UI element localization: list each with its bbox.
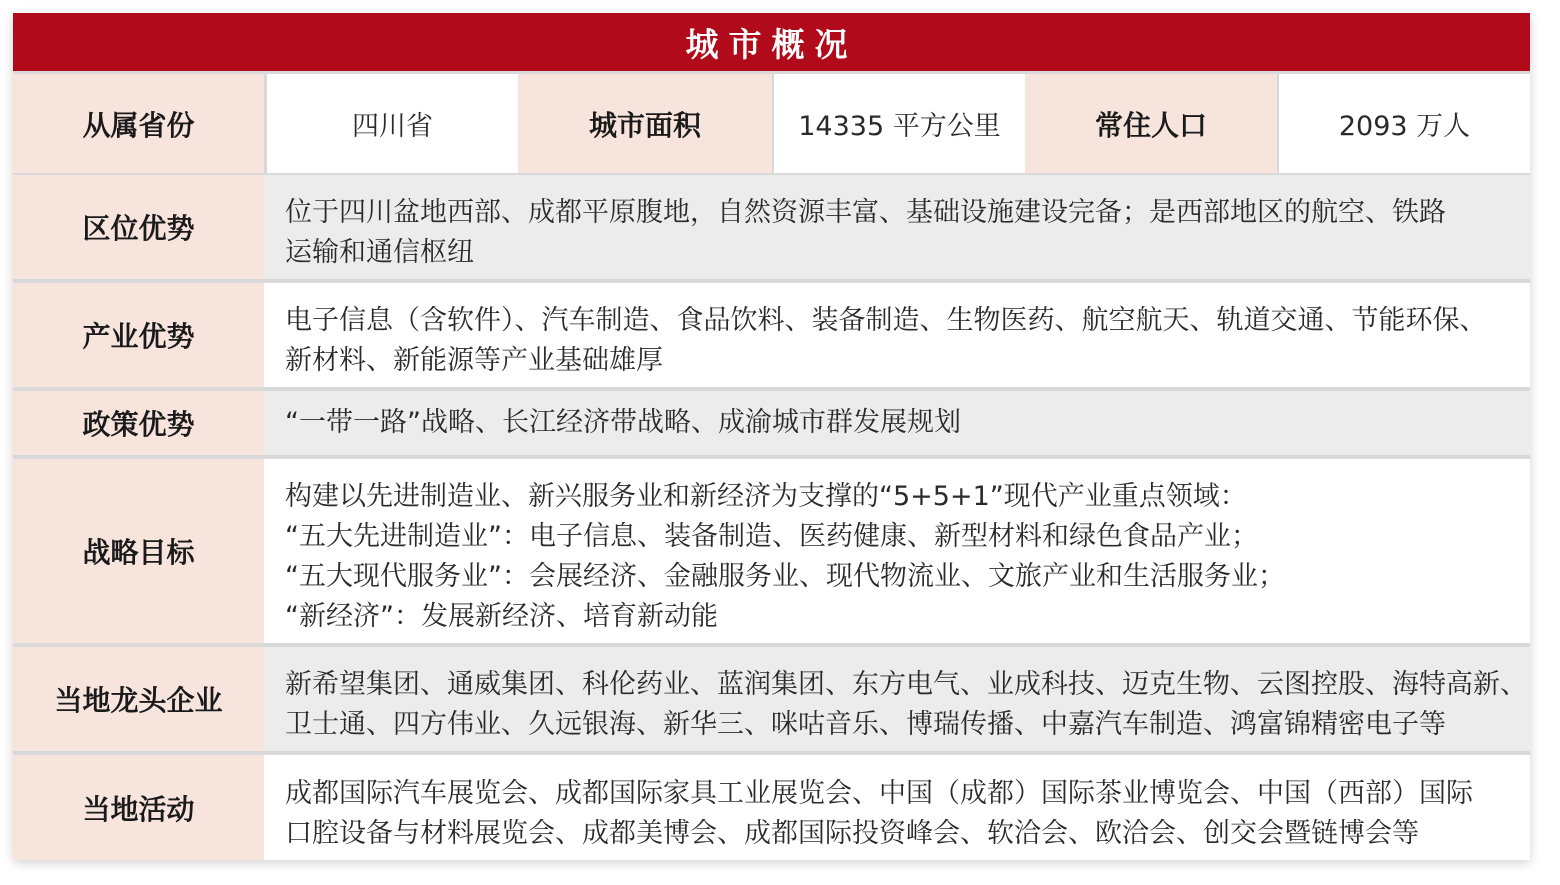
table-row-industry xyxy=(13,283,1530,387)
content-line: 构建以先进制造业、新兴服务业和新经济为支撑的“5+5+1”现代产业重点领域： xyxy=(285,481,1247,512)
row-label: 战略目标 xyxy=(13,459,264,643)
table-row-location xyxy=(13,175,1530,279)
content-line: “五大先进制造业”：电子信息、装备制造、医药健康、新型材料和绿色食品产业； xyxy=(285,521,1258,552)
population-label: 常住人口 xyxy=(1025,74,1277,173)
content-line: 电子信息（含软件）、汽车制造、食品饮料、装备制造、生物医药、航空航天、轨道交通、节能环保、 xyxy=(285,305,1487,336)
content-line: 成都国际汽车展览会、成都国际家具工业展览会、中国（成都）国际茶业博览会、中国（西部）国际 xyxy=(285,777,1473,809)
table-row-enterprises xyxy=(13,647,1530,751)
province-value: 四川省 xyxy=(267,74,518,173)
area-label: 城市面积 xyxy=(518,74,772,173)
content-line: 卫士通、四方伟业、久远银海、新华三、咪咕音乐、博瑞传播、中嘉汽车制造、鸿富锦精密电子等 xyxy=(285,709,1446,740)
overview-row xyxy=(13,74,1530,173)
content-line: “一带一路”战略、长江经济带战略、成渝城市群发展规划 xyxy=(285,407,961,438)
table-row-events xyxy=(13,755,1530,860)
row-label: 区位优势 xyxy=(13,175,264,279)
province-label: 从属省份 xyxy=(13,74,264,173)
content-line: 运输和通信枢纽 xyxy=(285,237,474,268)
row-label: 政策优势 xyxy=(13,391,264,455)
table-row-policy xyxy=(13,391,1530,455)
content-line: “五大现代服务业”：会展经济、金融服务业、现代物流业、文旅产业和生活服务业； xyxy=(285,561,1285,592)
content-line: 新希望集团、通威集团、科伦药业、蓝润集团、东方电气、业成科技、迈克生物、云图控股、海特高新、 xyxy=(285,669,1527,700)
row-label: 当地龙头企业 xyxy=(13,647,264,751)
table-row-strategy xyxy=(13,459,1530,643)
population-value: 2093 万人 xyxy=(1279,74,1530,173)
content-line: 新材料、新能源等产业基础雄厚 xyxy=(285,345,663,376)
row-label: 当地活动 xyxy=(13,755,264,860)
table-title: 城市概况 xyxy=(13,13,1530,71)
content-line: 位于四川盆地西部、成都平原腹地，自然资源丰富、基础设施建设完备；是西部地区的航空、铁路 xyxy=(285,197,1446,228)
city-overview-table xyxy=(13,13,1530,860)
row-label: 产业优势 xyxy=(13,283,264,387)
content-line: “新经济”：发展新经济、培育新动能 xyxy=(285,601,718,632)
area-value: 14335 平方公里 xyxy=(774,74,1025,173)
content-line: 口腔设备与材料展览会、成都美博会、成都国际投资峰会、软洽会、欧洽会、创交会暨链博会等 xyxy=(285,817,1419,849)
